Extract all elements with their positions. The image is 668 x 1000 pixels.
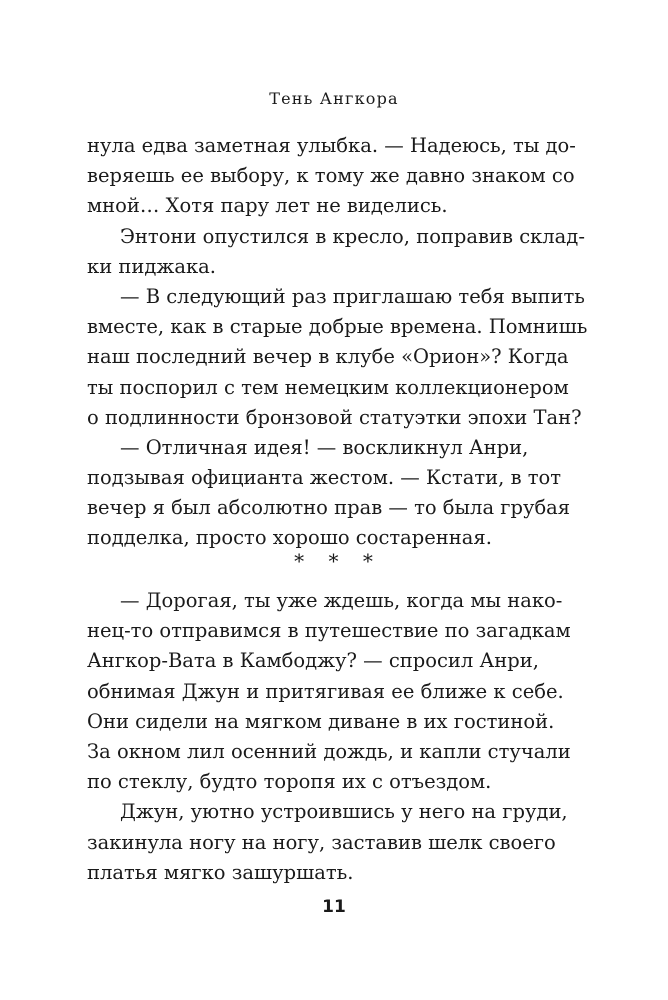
text-line: веряешь ее выбору, к тому же давно знаком со (87, 164, 575, 188)
text-line: платья мягко зашуршать. (87, 860, 354, 884)
text-line: вечер я был абсолютно прав — то была грубая (87, 496, 571, 520)
section-break-asterisks: * * * (294, 549, 374, 573)
text-line: подделка, просто хорошо состаренная. (87, 526, 492, 550)
text-line: ты поспорил с тем немецким коллекционером (87, 375, 569, 399)
running-header-title: Тень Ангкора (269, 89, 399, 108)
page-number: 11 (322, 897, 346, 917)
text-line: ки пиджака. (87, 254, 216, 278)
text-line: — Отличная идея! — воскликнул Анри, (120, 435, 529, 459)
text-line: мной… Хотя пару лет не виделись. (87, 194, 448, 218)
text-line: Джун, уютно устроившись у него на груди, (120, 800, 568, 824)
text-line: подзывая официанта жестом. — Кстати, в тот (87, 466, 562, 490)
text-line: За окном лил осенний дождь, и капли стучали (87, 739, 571, 763)
text-line: Ангкор-Вата в Камбоджу? — спросил Анри, (87, 649, 539, 673)
text-line: — В следующий раз приглашаю тебя выпить (120, 284, 585, 308)
text-line: нец-то отправимся в путешествие по загадкам (87, 619, 571, 643)
text-line: нула едва заметная улыбка. — Надеюсь, ты до- (87, 134, 576, 157)
text-line: закинула ногу на ногу, заставив шелк своего (87, 830, 556, 854)
text-line: — Дорогая, ты уже ждешь, когда мы нако- (120, 589, 563, 612)
text-line: наш последний вечер в клубе «Орион»? Когда (87, 345, 569, 369)
text-block-after-break (87, 586, 581, 888)
text-line: Энтони опустился в кресло, поправив склад- (120, 224, 585, 248)
text-block-before-break (87, 131, 588, 554)
text-line: о подлинности бронзовой статуэтки эпохи Тан? (87, 405, 582, 429)
text-line: обнимая Джун и притягивая ее ближе к себе. (87, 679, 564, 703)
text-line: Они сидели на мягком диване в их гостиной. (87, 709, 555, 733)
text-line: вместе, как в старые добрые времена. Помнишь (87, 315, 588, 339)
text-line: по стеклу, будто торопя их с отъездом. (87, 770, 492, 794)
